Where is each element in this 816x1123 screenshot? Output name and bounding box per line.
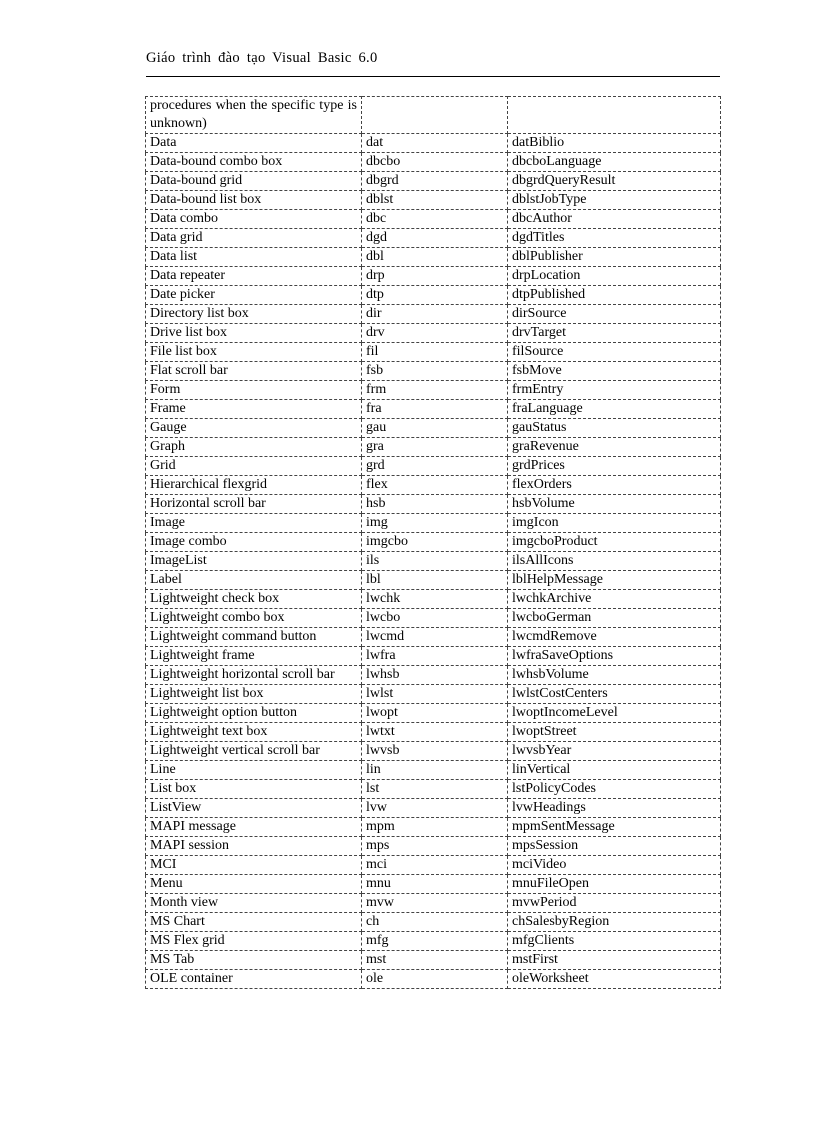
control-type-cell: Grid	[146, 457, 362, 476]
prefix-cell: lwhsb	[362, 666, 508, 685]
control-type-cell: Lightweight command button	[146, 628, 362, 647]
control-type-cell: MCI	[146, 856, 362, 875]
prefix-cell: gau	[362, 419, 508, 438]
example-cell: dblPublisher	[508, 248, 721, 267]
control-type-cell: MS Flex grid	[146, 932, 362, 951]
prefix-cell: lwtxt	[362, 723, 508, 742]
control-prefix-table	[145, 96, 721, 989]
prefix-cell	[362, 97, 508, 134]
control-type-cell: Menu	[146, 875, 362, 894]
control-type-cell: Lightweight check box	[146, 590, 362, 609]
table-row	[146, 894, 721, 913]
table-row	[146, 875, 721, 894]
table-row	[146, 970, 721, 989]
prefix-cell: mci	[362, 856, 508, 875]
example-cell: linVertical	[508, 761, 721, 780]
example-cell	[508, 97, 721, 134]
example-cell: mpmSentMessage	[508, 818, 721, 837]
example-cell: lwcboGerman	[508, 609, 721, 628]
example-cell: lstPolicyCodes	[508, 780, 721, 799]
table-row	[146, 799, 721, 818]
prefix-cell: mnu	[362, 875, 508, 894]
table-row	[146, 191, 721, 210]
prefix-cell: dbgrd	[362, 172, 508, 191]
example-cell: flexOrders	[508, 476, 721, 495]
example-cell: mvwPeriod	[508, 894, 721, 913]
table-row	[146, 590, 721, 609]
example-cell: dbcAuthor	[508, 210, 721, 229]
control-type-cell: Drive list box	[146, 324, 362, 343]
example-cell: gauStatus	[508, 419, 721, 438]
table-row	[146, 267, 721, 286]
control-type-cell: procedures when the specific type is unknown)	[146, 97, 362, 134]
example-cell: imgIcon	[508, 514, 721, 533]
table-row	[146, 153, 721, 172]
prefix-cell: img	[362, 514, 508, 533]
control-type-cell: Data repeater	[146, 267, 362, 286]
example-cell: lwvsbYear	[508, 742, 721, 761]
control-type-cell: Data-bound list box	[146, 191, 362, 210]
example-cell: lwhsbVolume	[508, 666, 721, 685]
table-row	[146, 476, 721, 495]
table-row	[146, 609, 721, 628]
example-cell: lwcmdRemove	[508, 628, 721, 647]
prefix-cell: mps	[362, 837, 508, 856]
example-cell: grdPrices	[508, 457, 721, 476]
table-row	[146, 286, 721, 305]
prefix-cell: ch	[362, 913, 508, 932]
control-type-cell: MS Tab	[146, 951, 362, 970]
control-type-cell: Image combo	[146, 533, 362, 552]
table-row	[146, 685, 721, 704]
table-row	[146, 723, 721, 742]
control-type-cell: Horizontal scroll bar	[146, 495, 362, 514]
control-type-cell: MS Chart	[146, 913, 362, 932]
example-cell: graRevenue	[508, 438, 721, 457]
table-row	[146, 324, 721, 343]
table-row	[146, 628, 721, 647]
prefix-cell: gra	[362, 438, 508, 457]
control-type-cell: Hierarchical flexgrid	[146, 476, 362, 495]
control-type-cell: MAPI message	[146, 818, 362, 837]
table-row	[146, 134, 721, 153]
table-row	[146, 362, 721, 381]
table-row	[146, 837, 721, 856]
table-row	[146, 951, 721, 970]
prefix-cell: dbl	[362, 248, 508, 267]
example-cell: datBiblio	[508, 134, 721, 153]
header-rule	[146, 76, 720, 77]
table-row	[146, 571, 721, 590]
control-type-cell: Graph	[146, 438, 362, 457]
example-cell: hsbVolume	[508, 495, 721, 514]
control-type-cell: Data grid	[146, 229, 362, 248]
example-cell: dblstJobType	[508, 191, 721, 210]
example-cell: imgcboProduct	[508, 533, 721, 552]
table-row	[146, 761, 721, 780]
example-cell: frmEntry	[508, 381, 721, 400]
table-row	[146, 666, 721, 685]
example-cell: fsbMove	[508, 362, 721, 381]
example-cell: drpLocation	[508, 267, 721, 286]
control-type-cell: Data-bound combo box	[146, 153, 362, 172]
control-type-cell: ImageList	[146, 552, 362, 571]
example-cell: oleWorksheet	[508, 970, 721, 989]
table-row	[146, 305, 721, 324]
table-row	[146, 495, 721, 514]
table-row	[146, 533, 721, 552]
prefix-cell: drp	[362, 267, 508, 286]
prefix-cell: dgd	[362, 229, 508, 248]
control-type-cell: Frame	[146, 400, 362, 419]
prefix-cell: imgcbo	[362, 533, 508, 552]
example-cell: drvTarget	[508, 324, 721, 343]
prefix-cell: frm	[362, 381, 508, 400]
control-type-cell: Lightweight text box	[146, 723, 362, 742]
table-row	[146, 438, 721, 457]
control-type-cell: ListView	[146, 799, 362, 818]
prefix-cell: ole	[362, 970, 508, 989]
prefix-cell: mpm	[362, 818, 508, 837]
example-cell: mciVideo	[508, 856, 721, 875]
table-row	[146, 97, 721, 134]
table-row	[146, 400, 721, 419]
table-row	[146, 856, 721, 875]
table-row	[146, 742, 721, 761]
example-cell: lwoptIncomeLevel	[508, 704, 721, 723]
prefix-cell: dbc	[362, 210, 508, 229]
control-type-cell: MAPI session	[146, 837, 362, 856]
example-cell: mnuFileOpen	[508, 875, 721, 894]
example-cell: chSalesbyRegion	[508, 913, 721, 932]
example-cell: filSource	[508, 343, 721, 362]
control-type-cell: Lightweight horizontal scroll bar	[146, 666, 362, 685]
example-cell: dirSource	[508, 305, 721, 324]
prefix-cell: lwfra	[362, 647, 508, 666]
control-type-cell: Lightweight frame	[146, 647, 362, 666]
prefix-cell: lwvsb	[362, 742, 508, 761]
control-type-cell: Label	[146, 571, 362, 590]
control-type-cell: OLE container	[146, 970, 362, 989]
table-row	[146, 381, 721, 400]
prefix-cell: ils	[362, 552, 508, 571]
example-cell: mpsSession	[508, 837, 721, 856]
control-type-cell: Image	[146, 514, 362, 533]
table-row	[146, 913, 721, 932]
prefix-cell: lin	[362, 761, 508, 780]
table-row	[146, 780, 721, 799]
prefix-cell: fra	[362, 400, 508, 419]
prefix-cell: fil	[362, 343, 508, 362]
control-type-cell: Data-bound grid	[146, 172, 362, 191]
table-row	[146, 647, 721, 666]
example-cell: lvwHeadings	[508, 799, 721, 818]
prefix-cell: lbl	[362, 571, 508, 590]
control-type-cell: Directory list box	[146, 305, 362, 324]
control-type-cell: Month view	[146, 894, 362, 913]
example-cell: fraLanguage	[508, 400, 721, 419]
control-type-cell: List box	[146, 780, 362, 799]
control-type-cell: Date picker	[146, 286, 362, 305]
prefix-cell: lst	[362, 780, 508, 799]
prefix-cell: dbcbo	[362, 153, 508, 172]
control-type-cell: Lightweight combo box	[146, 609, 362, 628]
table-row	[146, 552, 721, 571]
table-row	[146, 704, 721, 723]
table-row	[146, 514, 721, 533]
example-cell: dgdTitles	[508, 229, 721, 248]
prefix-cell: lwchk	[362, 590, 508, 609]
example-cell: ilsAllIcons	[508, 552, 721, 571]
table-row	[146, 932, 721, 951]
prefix-cell: grd	[362, 457, 508, 476]
prefix-cell: mst	[362, 951, 508, 970]
table-row	[146, 248, 721, 267]
control-type-cell: File list box	[146, 343, 362, 362]
prefix-cell: mfg	[362, 932, 508, 951]
control-type-cell: Flat scroll bar	[146, 362, 362, 381]
prefix-cell: fsb	[362, 362, 508, 381]
example-cell: lwchkArchive	[508, 590, 721, 609]
prefix-cell: lwcbo	[362, 609, 508, 628]
example-cell: lwfraSaveOptions	[508, 647, 721, 666]
control-type-cell: Gauge	[146, 419, 362, 438]
prefix-cell: lvw	[362, 799, 508, 818]
prefix-cell: lwcmd	[362, 628, 508, 647]
example-cell: lwlstCostCenters	[508, 685, 721, 704]
example-cell: mfgClients	[508, 932, 721, 951]
table-body	[146, 97, 721, 989]
table-row	[146, 457, 721, 476]
control-type-cell: Data	[146, 134, 362, 153]
table-row	[146, 210, 721, 229]
control-type-cell: Form	[146, 381, 362, 400]
table-row	[146, 419, 721, 438]
prefix-cell: lwopt	[362, 704, 508, 723]
prefix-cell: mvw	[362, 894, 508, 913]
prefix-cell: flex	[362, 476, 508, 495]
control-type-cell: Lightweight vertical scroll bar	[146, 742, 362, 761]
table-row	[146, 343, 721, 362]
control-type-cell: Data list	[146, 248, 362, 267]
example-cell: lwoptStreet	[508, 723, 721, 742]
example-cell: mstFirst	[508, 951, 721, 970]
example-cell: dbcboLanguage	[508, 153, 721, 172]
example-cell: lblHelpMessage	[508, 571, 721, 590]
prefix-cell: lwlst	[362, 685, 508, 704]
page-header-title: Giáo trình đào tạo Visual Basic 6.0	[146, 50, 378, 66]
table-row	[146, 818, 721, 837]
prefix-cell: dat	[362, 134, 508, 153]
prefix-cell: drv	[362, 324, 508, 343]
control-type-cell: Lightweight list box	[146, 685, 362, 704]
example-cell: dtpPublished	[508, 286, 721, 305]
prefix-cell: dtp	[362, 286, 508, 305]
control-type-cell: Lightweight option button	[146, 704, 362, 723]
prefix-cell: hsb	[362, 495, 508, 514]
control-type-cell: Data combo	[146, 210, 362, 229]
control-type-cell: Line	[146, 761, 362, 780]
prefix-cell: dir	[362, 305, 508, 324]
example-cell: dbgrdQueryResult	[508, 172, 721, 191]
prefix-cell: dblst	[362, 191, 508, 210]
table-row	[146, 172, 721, 191]
table-row	[146, 229, 721, 248]
